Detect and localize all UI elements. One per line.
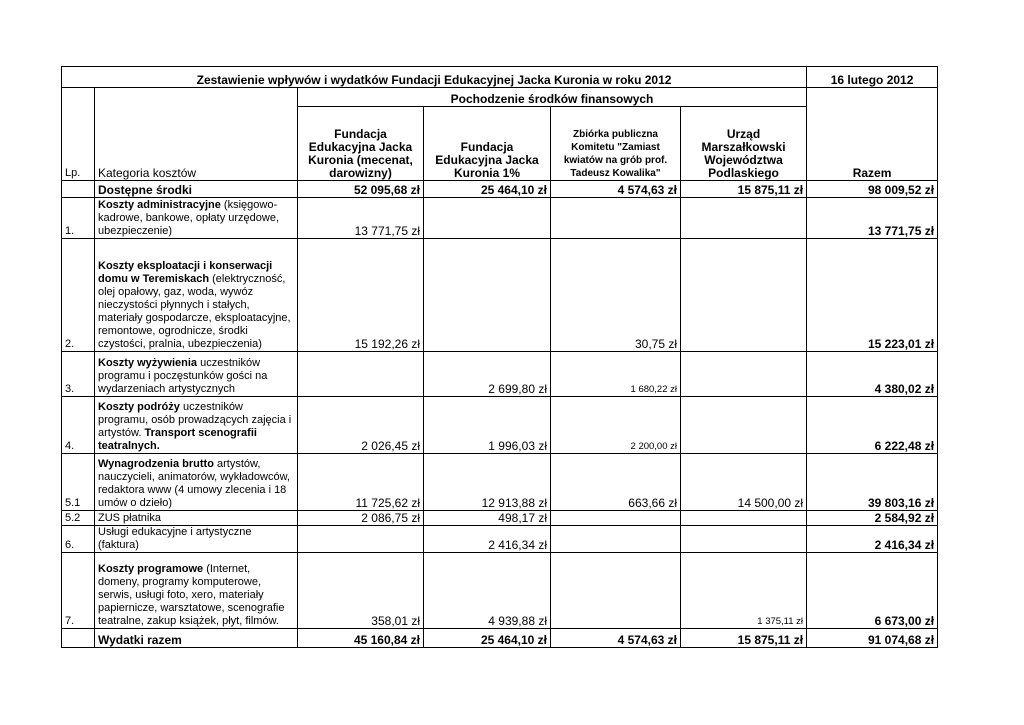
row-lp: 4. xyxy=(62,397,95,454)
expenses-col1: 45 160,84 zł xyxy=(298,629,424,648)
row-category: Koszty administracyjne (księgowo-kadrowe, bankowe, opłaty urzędowe, ubezpieczenie) xyxy=(95,198,298,239)
row-col4 xyxy=(681,397,807,454)
table-row xyxy=(62,526,938,553)
row-lp: 5.1 xyxy=(62,454,95,511)
row-lp: 6. xyxy=(62,526,95,553)
row-col2: 4 939,88 zł xyxy=(424,553,551,629)
table-row xyxy=(62,397,938,454)
row-total: 6 222,48 zł xyxy=(807,397,938,454)
row-category: Koszty programowe (Internet, domeny, programy komputerowe, serwis, usługi foto, xero, materiały papiernicze, warsztatowe, scenografie teatralne, zakup książek, płyt, filmów. xyxy=(95,553,298,629)
expenses-total: 91 074,68 zł xyxy=(807,629,938,648)
table-row xyxy=(62,239,938,352)
row-col1: 11 725,62 zł xyxy=(298,454,424,511)
row-col1: 2 086,75 zł xyxy=(298,511,424,526)
sheet-title: Zestawienie wpływów i wydatków Fundacji Edukacyjnej Jacka Kuronia w roku 2012 xyxy=(62,67,807,88)
row-total: 39 803,16 zł xyxy=(807,454,938,511)
row-col4 xyxy=(681,198,807,239)
row-col3: 30,75 zł xyxy=(551,239,681,352)
row-category: Usługi edukacyjne i artystyczne (faktura) xyxy=(95,526,298,553)
row-category: Wynagrodzenia brutto artystów, nauczycieli, animatorów, wykładowców, redaktora www (4 umowy zlecenia i 18 umów o dzieło) xyxy=(95,454,298,511)
sheet-date: 16 lutego 2012 xyxy=(807,67,938,88)
row-col3 xyxy=(551,526,681,553)
available-col3: 4 574,63 zł xyxy=(551,181,681,198)
row-col3: 2 200,00 zł xyxy=(551,397,681,454)
row-total: 13 771,75 zł xyxy=(807,198,938,239)
available-col1: 52 095,68 zł xyxy=(298,181,424,198)
available-total: 98 009,52 zł xyxy=(807,181,938,198)
row-col3: 1 680,22 zł xyxy=(551,352,681,397)
col1-header: Fundacja Edukacyjna Jacka Kuronia (mecenat, darowizny) xyxy=(298,107,424,181)
row-total: 15 223,01 zł xyxy=(807,239,938,352)
row-col1: 358,01 zł xyxy=(298,553,424,629)
row-col4 xyxy=(681,511,807,526)
row-col1 xyxy=(298,352,424,397)
row-col1 xyxy=(298,526,424,553)
expenses-row xyxy=(62,629,938,648)
row-lp: 3. xyxy=(62,352,95,397)
row-col3 xyxy=(551,198,681,239)
row-col2: 2 416,34 zł xyxy=(424,526,551,553)
available-col2: 25 464,10 zł xyxy=(424,181,551,198)
row-col3 xyxy=(551,553,681,629)
row-lp: 5.2 xyxy=(62,511,95,526)
table-row xyxy=(62,454,938,511)
row-col2: 12 913,88 zł xyxy=(424,454,551,511)
expenses-col2: 25 464,10 zł xyxy=(424,629,551,648)
row-col3 xyxy=(551,511,681,526)
row-lp: 1. xyxy=(62,198,95,239)
row-col2: 498,17 zł xyxy=(424,511,551,526)
row-category: Koszty podróży uczestników programu, osób prowadzących zajęcia i artystów. Transport scenografii teatralnych. xyxy=(95,397,298,454)
table-row xyxy=(62,553,938,629)
expenses-col4: 15 875,11 zł xyxy=(681,629,807,648)
origin-header-row xyxy=(62,88,938,107)
row-col1: 15 192,26 zł xyxy=(298,239,424,352)
row-col4: 14 500,00 zł xyxy=(681,454,807,511)
origin-header: Pochodzenie środków finansowych xyxy=(298,88,807,107)
table-row xyxy=(62,198,938,239)
row-total: 4 380,02 zł xyxy=(807,352,938,397)
row-lp: 7. xyxy=(62,553,95,629)
row-lp: 2. xyxy=(62,239,95,352)
row-category: Koszty eksploatacji i konserwacji domu w Teremiskach (elektryczność, olej opałowy, gaz, woda, wywóz nieczystości płynnych i stałych, materiały gospodarcze, eksploatacyjne, remontowe, ogrodnicze, środki czystości, pralnia, ubezpieczenia) xyxy=(95,239,298,352)
col3-header: Zbiórka publiczna Komitetu "Zamiast kwiatów na grób prof. Tadeusz Kowalika" xyxy=(551,107,681,181)
row-col4 xyxy=(681,239,807,352)
total-header: Razem xyxy=(807,88,938,181)
row-col4 xyxy=(681,526,807,553)
lp-header: Lp. xyxy=(62,88,95,181)
title-row xyxy=(62,67,938,88)
row-col2: 2 699,80 zł xyxy=(424,352,551,397)
row-total: 2 584,92 zł xyxy=(807,511,938,526)
row-col1: 13 771,75 zł xyxy=(298,198,424,239)
expenses-label: Wydatki razem xyxy=(95,629,298,648)
row-col4 xyxy=(681,352,807,397)
row-col1: 2 026,45 zł xyxy=(298,397,424,454)
row-total: 6 673,00 zł xyxy=(807,553,938,629)
available-col4: 15 875,11 zł xyxy=(681,181,807,198)
table-row xyxy=(62,511,938,526)
row-col2 xyxy=(424,239,551,352)
table-row xyxy=(62,352,938,397)
financial-summary-table xyxy=(61,66,938,648)
row-col4: 1 375,11 zł xyxy=(681,553,807,629)
category-header: Kategoria kosztów xyxy=(95,88,298,181)
row-col2: 1 996,03 zł xyxy=(424,397,551,454)
col4-header: Urząd Marszałkowski Województwa Podlaskiego xyxy=(681,107,807,181)
col2-header: Fundacja Edukacyjna Jacka Kuronia 1% xyxy=(424,107,551,181)
expenses-col3: 4 574,63 zł xyxy=(551,629,681,648)
row-total: 2 416,34 zł xyxy=(807,526,938,553)
row-category: Koszty wyżywienia uczestników programu i poczęstunków gości na wydarzeniach artystycznych xyxy=(95,352,298,397)
row-col2 xyxy=(424,198,551,239)
available-label: Dostępne środki xyxy=(95,181,298,198)
row-col3: 663,66 zł xyxy=(551,454,681,511)
row-category: ZUS płatnika xyxy=(95,511,298,526)
available-row xyxy=(62,181,938,198)
